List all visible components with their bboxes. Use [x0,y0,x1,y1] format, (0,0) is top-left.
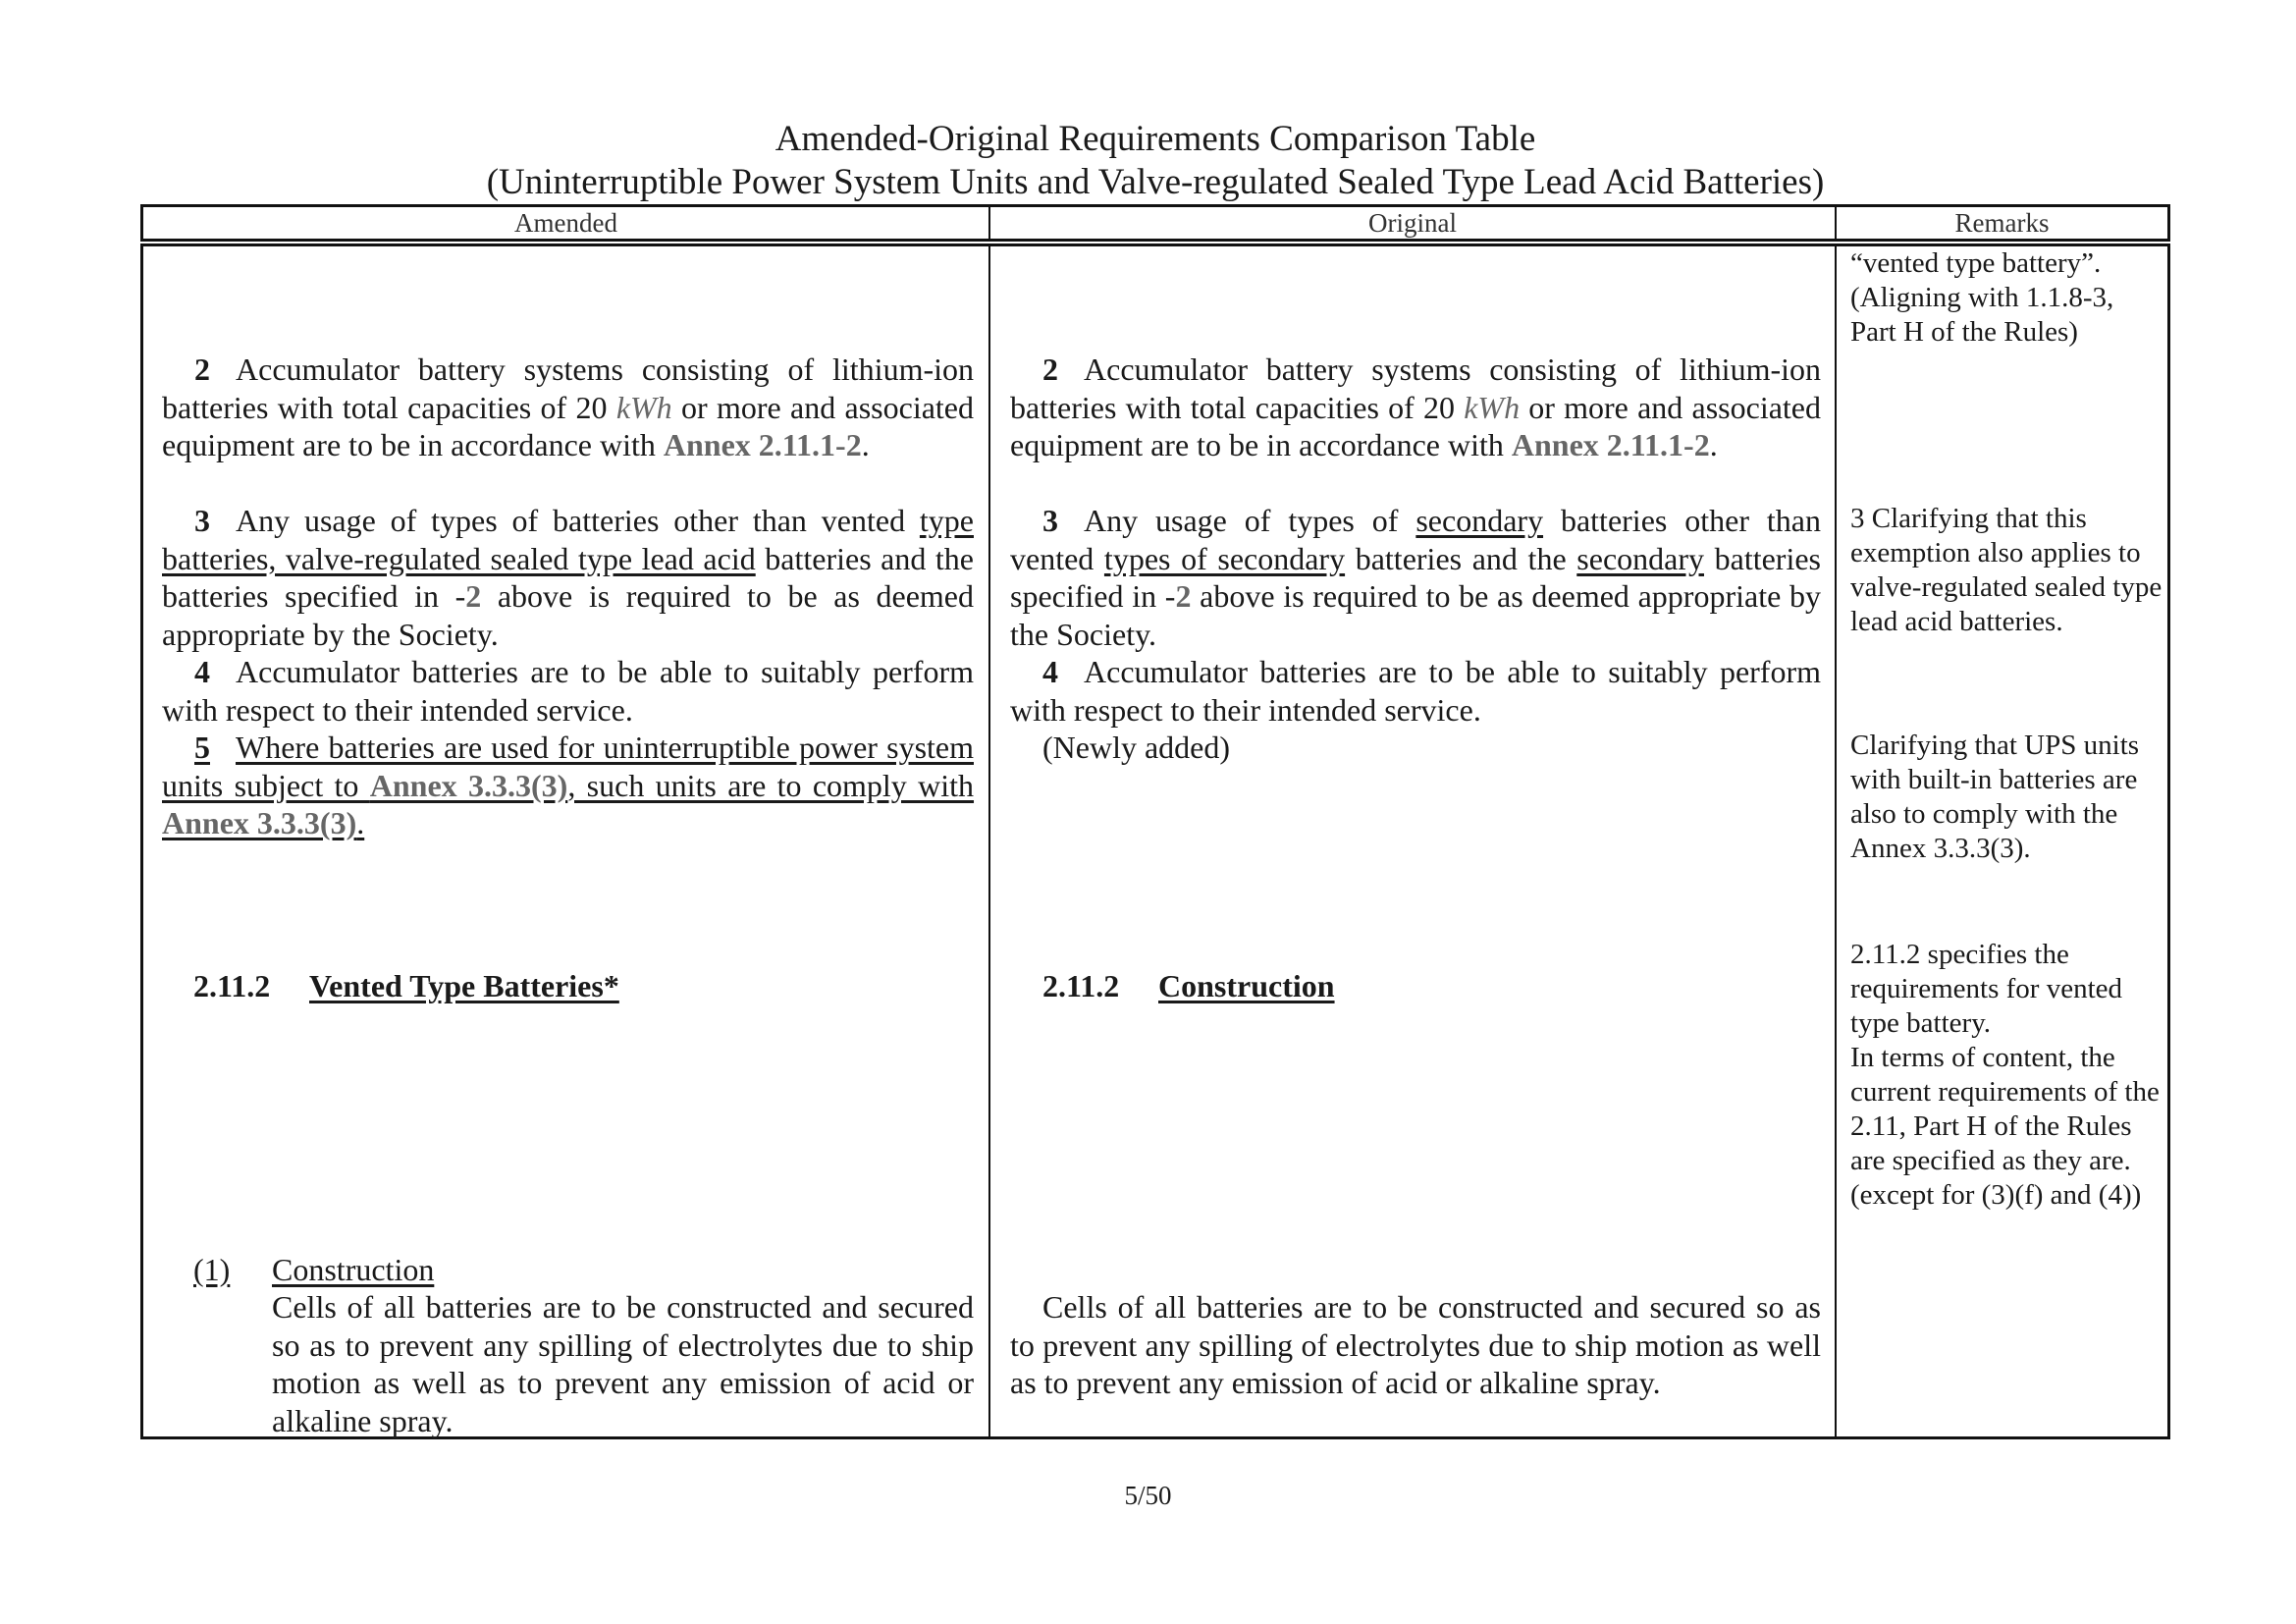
amended-paragraph-3: 3 Any usage of types of batteries other than vented type batteries, valve-regulated sealed type lead acid batteries and the batteries specified in -2 above is required to be as deemed appropriate by the Society. [162,503,975,652]
original-paragraph-3: 3 Any usage of types of secondary batteries other than vented types of secondary batteries and the secondary batteries specified in -2 above is required to be as deemed appropriate by the Society. [1010,503,1822,652]
header-original: Original [1368,208,1457,238]
column-divider [1835,246,1837,1436]
amended-construction-text: Cells of all batteries are to be constructed and secured so as to prevent any spilling of electrolytes due to ship motion as well as to prevent any emission of acid or alkaline spray. [272,1289,974,1438]
amended-paragraph-5: 5 Where batteries are used for uninterruptible power system units subject to Annex 3.3.3(3), such units are to comply with Annex 3.3.3(3). [162,730,975,840]
amended-paragraph-4: 4 Accumulator batteries are to be able to suitably perform with respect to their intended service. [162,654,974,728]
remark-ups-units: Clarifying that UPS units with built-in batteries are also to comply with the Annex 3.3.3(3). [1850,730,2140,864]
page-number: 5/50 [1124,1481,1172,1510]
header-remarks: Remarks [1954,208,2050,238]
original-section-heading: 2.11.2 Construction [1042,968,1335,1003]
table-header [140,204,2170,242]
original-construction-text: Cells of all batteries are to be constructed and secured so as to prevent any spilling of electrolytes due to ship motion as well as to prevent any emission of acid or alkaline spray. [1010,1289,1821,1400]
remark-vented-type: “vented type battery”. (Aligning with 1.1.8-3, Part H of the Rules) [1850,247,2114,348]
remark-section-scope: 2.11.2 specifies the requirements for vented type battery. [1850,939,2123,1039]
original-paragraph-2: 2 Accumulator battery systems consisting of lithium-ion batteries with total capacities of 20 kWh or more and associated equipment are to be in accordance with Annex 2.11.1-2. [1010,352,1822,462]
document-subtitle: (Uninterruptible Power System Units and Valve-regulated Sealed Type Lead Acid Batteries) [486,162,1825,202]
amended-paragraph-2: 2 Accumulator battery systems consisting of lithium-ion batteries with total capacities of 20 kWh or more and associated equipment are to be in accordance with Annex 2.11.1-2. [162,352,975,462]
column-divider [988,246,990,1436]
remark-content-note: In terms of content, the current requirements of the 2.11, Part H of the Rules are specified as they are. (except for (3)(f) and (4)) [1850,1042,2160,1211]
amended-subsection-heading: (1) Construction [193,1252,435,1287]
amended-section-heading: 2.11.2 Vented Type Batteries* [193,968,619,1003]
original-paragraph-4: 4 Accumulator batteries are to be able to suitably perform with respect to their intended service. [1010,654,1821,728]
original-newly-added: (Newly added) [1042,730,1231,765]
document-title: Amended-Original Requirements Comparison Table [774,119,1536,159]
header-amended: Amended [514,208,617,238]
remark-exemption: 3 Clarifying that this exemption also applies to valve-regulated sealed type lead acid batteries. [1850,503,2163,637]
